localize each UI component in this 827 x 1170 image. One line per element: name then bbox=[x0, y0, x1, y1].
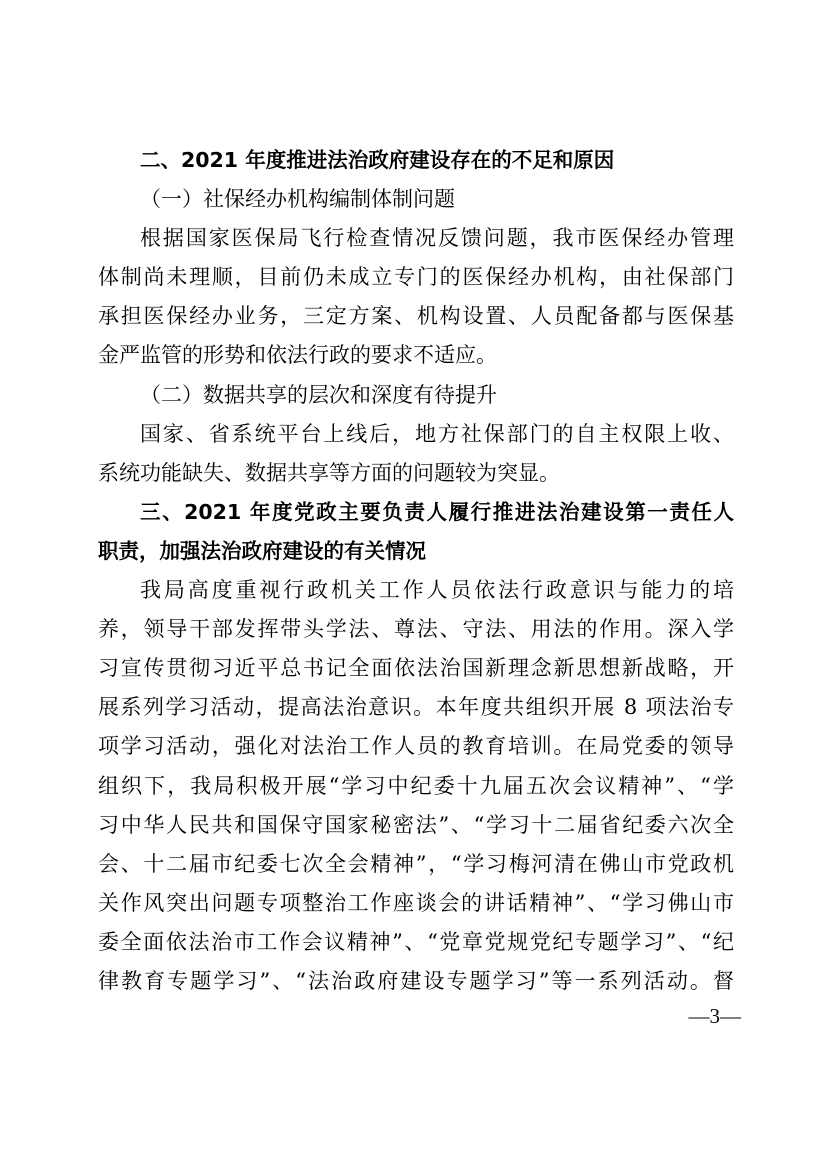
paragraph-line: 根据国家医保局飞行检查情况反馈问题，我市医保经办管理 bbox=[140, 226, 734, 251]
paragraph-line: 会、十二届市纪委七次全会精神”，“学习梅河清在佛山市党政机 bbox=[98, 851, 734, 876]
subsection-heading-1: （一）社保经办机构编制体制问题 bbox=[140, 187, 455, 212]
paragraph-line: 养，领导干部发挥带头学法、尊法、守法、用法的作用。深入学 bbox=[98, 617, 734, 642]
paragraph-line: 展系列学习活动，提高法治意识。本年度共组织开展 8 项法治专 bbox=[98, 695, 734, 720]
paragraph-line: 金严监管的形势和依法行政的要求不适应。 bbox=[98, 343, 497, 368]
paragraph-line: 律教育专题学习”、“法治政府建设专题学习”等一系列活动。督 bbox=[98, 968, 734, 993]
paragraph-line: 习中华人民共和国保守国家秘密法”、“学习十二届省纪委六次全 bbox=[98, 812, 734, 837]
page-number: —3— bbox=[688, 1004, 741, 1028]
paragraph-line: 国家、省系统平台上线后，地方社保部门的自主权限上收、 bbox=[140, 421, 734, 446]
paragraph-line: 承担医保经办业务，三定方案、机构设置、人员配备都与医保基 bbox=[98, 304, 734, 329]
subsection-heading-2: （二）数据共享的层次和深度有待提升 bbox=[140, 382, 497, 407]
paragraph-line: 组织下，我局积极开展“学习中纪委十九届五次会议精神”、“学 bbox=[98, 773, 734, 798]
section-heading-3-cont: 职责，加强法治政府建设的有关情况 bbox=[98, 538, 426, 563]
paragraph-line: 关作风突出问题专项整治工作座谈会的讲话精神”、“学习佛山市 bbox=[98, 890, 734, 915]
paragraph-line: 体制尚未理顺，目前仍未成立专门的医保经办机构，由社保部门 bbox=[98, 265, 734, 290]
section-heading-3: 三、2021 年度党政主要负责人履行推进法治建设第一责任人 bbox=[140, 499, 734, 524]
paragraph-line: 我局高度重视行政机关工作人员依法行政意识与能力的培 bbox=[140, 578, 734, 603]
paragraph-line: 系统功能缺失、数据共享等方面的问题较为突显。 bbox=[98, 460, 560, 485]
paragraph-line: 项学习活动，强化对法治工作人员的教育培训。在局党委的领导 bbox=[98, 734, 734, 759]
paragraph-line: 委全面依法治市工作会议精神”、“党章党规党纪专题学习”、“纪 bbox=[98, 929, 734, 954]
paragraph-line: 习宣传贯彻习近平总书记全面依法治国新理念新思想新战略，开 bbox=[98, 656, 734, 681]
section-heading-2: 二、2021 年度推进法治政府建设存在的不足和原因 bbox=[140, 148, 615, 172]
document-body bbox=[98, 141, 734, 1001]
